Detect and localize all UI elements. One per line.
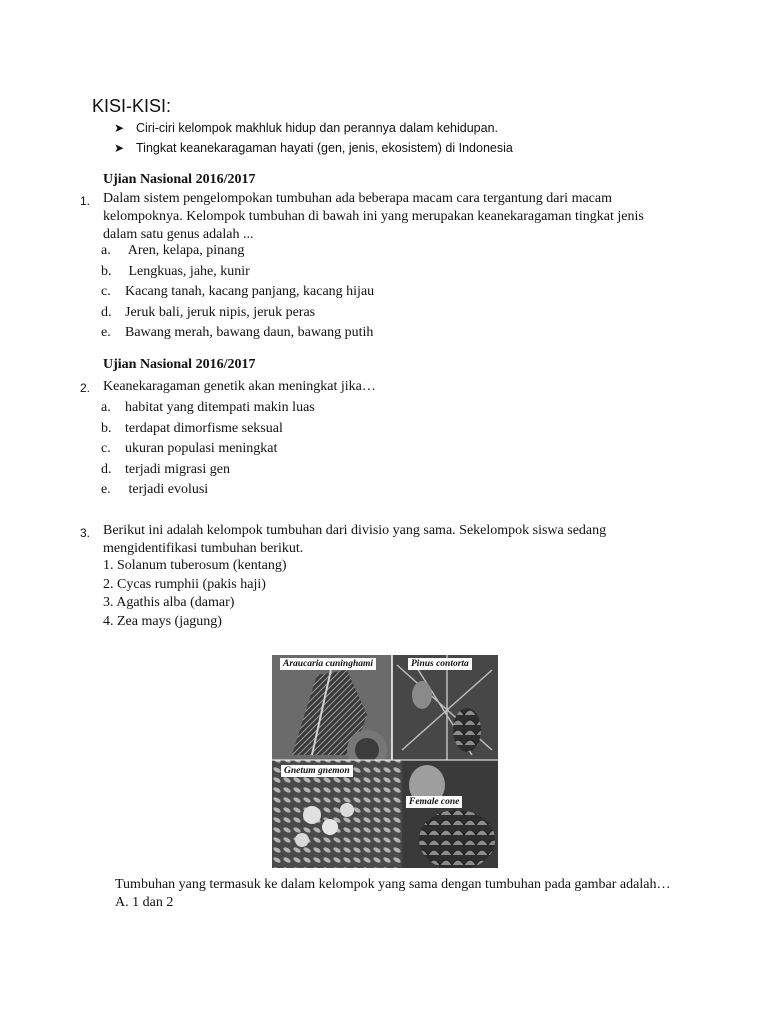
- question-2-text: Keanekaragaman genetik akan meningkat jika…: [103, 379, 376, 394]
- list-item: 1. Solanum tuberosum (kentang): [103, 558, 287, 573]
- question-1-options: [101, 241, 374, 344]
- option-e: e. Bawang merah, bawang daun, bawang putih: [101, 325, 374, 340]
- option-a: a. Aren, kelapa, pinang: [101, 243, 245, 258]
- list-item: 4. Zea mays (jagung): [103, 613, 222, 629]
- option-e: e. terjadi evolusi: [101, 482, 209, 497]
- plant-photo-illustration: [272, 655, 498, 868]
- question-2-options: [101, 398, 315, 501]
- figure-label-araucaria: Araucaria cuninghami: [280, 658, 376, 670]
- option-a: A. 1 dan 2: [115, 895, 174, 910]
- figure-label-pinus: Pinus contorta: [408, 658, 472, 670]
- question-2-source: Ujian Nasional 2016/2017: [103, 357, 256, 372]
- option-d: d. Jeruk bali, jeruk nipis, jeruk peras: [101, 304, 316, 320]
- figure-label-female-cone: Female cone: [406, 796, 462, 808]
- list-item: 2. Cycas rumphii (pakis haji): [103, 576, 266, 592]
- question-1-number: 1.: [80, 194, 91, 208]
- closing-prompt: Tumbuhan yang termasuk ke dalam kelompok yang sama dengan tumbuhan pada gambar adalah…: [115, 877, 671, 892]
- option-b: b. terdapat dimorfisme seksual: [101, 420, 283, 436]
- option-a: a. habitat yang ditempati makin luas: [101, 400, 315, 415]
- question-1-source: Ujian Nasional 2016/2017: [103, 172, 256, 187]
- plant-photo-figure: [272, 655, 498, 868]
- option-d: d. terjadi migrasi gen: [101, 461, 230, 477]
- arrow-bullet-icon: ➤: [114, 121, 125, 135]
- list-item: 3. Agathis alba (damar): [103, 595, 235, 610]
- kisi-kisi-title: KISI-KISI:: [92, 96, 172, 116]
- bullet-text: Ciri-ciri kelompok makhluk hidup dan perannya dalam kehidupan.: [136, 121, 498, 135]
- figure-label-gnetum: Gnetum gnemon: [281, 765, 353, 777]
- bullet-text: Tingkat keanekaragaman hayati (gen, jenis, ekosistem) di Indonesia: [136, 141, 513, 155]
- question-3-text: Berikut ini adalah kelompok tumbuhan dari divisio yang sama. Sekelompok siswa sedang mengidentifikasi tumbuhan berikut.: [103, 523, 607, 556]
- question-3-closing-text: [115, 876, 675, 912]
- list-item: [114, 138, 513, 158]
- option-b: b. Lengkuas, jahe, kunir: [101, 263, 250, 279]
- list-item: [114, 118, 513, 138]
- question-1-text: Dalam sistem pengelompokan tumbuhan ada beberapa macam cara tergantung dari macam kelompoknya. Kelompok tumbuhan di bawah ini yang merupakan keanekaragaman tingkat jenis dalam satu genus adalah ...: [103, 191, 644, 242]
- option-c: c. Kacang tanah, kacang panjang, kacang hijau: [101, 284, 375, 299]
- kisi-kisi-list: [114, 118, 513, 158]
- question-3-number: 3.: [80, 526, 91, 540]
- question-3-plant-list: [103, 557, 287, 631]
- arrow-bullet-icon: ➤: [114, 141, 125, 155]
- question-2-number: 2.: [80, 381, 91, 395]
- option-c: c. ukuran populasi meningkat: [101, 441, 278, 456]
